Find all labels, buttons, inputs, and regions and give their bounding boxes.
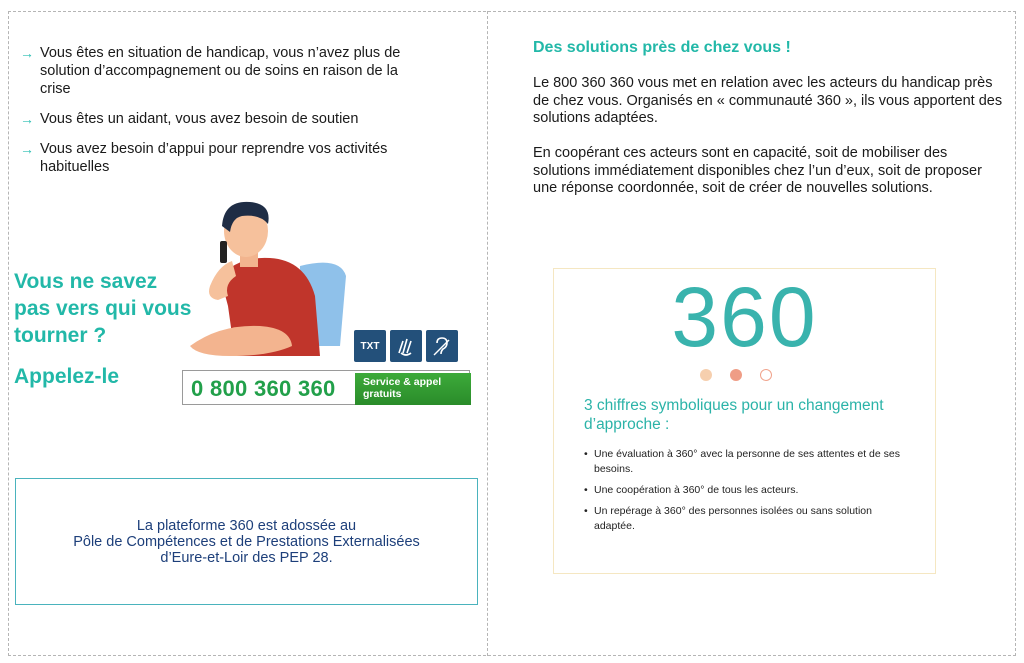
person-on-phone-illustration bbox=[180, 196, 360, 366]
situation-list bbox=[20, 44, 420, 188]
arrow-right-icon: → bbox=[20, 111, 34, 127]
free-service-tag: Service & appel gratuits bbox=[355, 373, 471, 405]
pep-info-box bbox=[15, 478, 478, 605]
situation-text: Vous êtes en situation de handicap, vous n’avez plus de solution d’accompagnement ou de soins en raison de la crise bbox=[40, 45, 401, 97]
info-card-360 bbox=[553, 268, 936, 574]
dot bbox=[760, 369, 772, 381]
situation-text: Vous avez besoin d’appui pour reprendre vos activités habituelles bbox=[40, 141, 388, 175]
card-list bbox=[584, 447, 914, 540]
phone-banner bbox=[182, 370, 470, 405]
arrow-right-icon: → bbox=[20, 45, 34, 61]
dots-decoration bbox=[700, 369, 772, 381]
dot bbox=[730, 369, 742, 381]
list-item: • Une évaluation à 360° avec la personne de ses attentes et de ses besoins. bbox=[584, 447, 914, 477]
situation-item bbox=[20, 44, 420, 98]
page-divider bbox=[487, 11, 488, 656]
dot bbox=[700, 369, 712, 381]
section-title: Des solutions près de chez vous ! bbox=[533, 39, 791, 56]
big-360-number: 360 bbox=[671, 270, 818, 364]
card-title: 3 chiffres symboliques pour un changement d’approche : bbox=[584, 397, 884, 433]
list-item: • Une coopération à 360° de tous les acteurs. bbox=[584, 483, 914, 498]
situation-item bbox=[20, 140, 420, 176]
cooperation-paragraph: En coopérant ces acteurs sont en capacité, soit de mobiliser des solutions immédiatement disponibles chez l’un d’eux, soit de proposer une réponse coordonnée, soit de créer de nouvelles solutions. bbox=[533, 145, 982, 196]
txt-icon: TXT bbox=[354, 330, 386, 362]
sign-language-icon bbox=[390, 330, 422, 362]
list-item: • Un repérage à 360° des personnes isolées ou sans solution adaptée. bbox=[584, 504, 914, 534]
intro-paragraph: Le 800 360 360 vous met en relation avec les acteurs du handicap près de chez vous. Organisés en « communauté 360 », ils vous apportent des solutions adaptées. bbox=[533, 75, 1003, 126]
pep-line: Pôle de Compétences et de Prestations Externalisées bbox=[73, 533, 420, 550]
pep-line: d’Eure-et-Loir des PEP 28. bbox=[160, 549, 333, 566]
phone-number[interactable]: 0 800 360 360 bbox=[191, 376, 336, 401]
accessibility-icons bbox=[354, 330, 458, 362]
hearing-assist-icon bbox=[426, 330, 458, 362]
pep-text bbox=[73, 518, 420, 566]
situation-text: Vous êtes un aidant, vous avez besoin de soutien bbox=[40, 111, 359, 127]
situation-item bbox=[20, 110, 420, 128]
pep-line: La plateforme 360 est adossée au bbox=[136, 517, 357, 534]
headline: Vous ne savez pas vers qui vous tourner ? bbox=[14, 270, 192, 347]
arrow-right-icon: → bbox=[20, 141, 34, 157]
call-label: Appelez-le bbox=[14, 365, 120, 388]
